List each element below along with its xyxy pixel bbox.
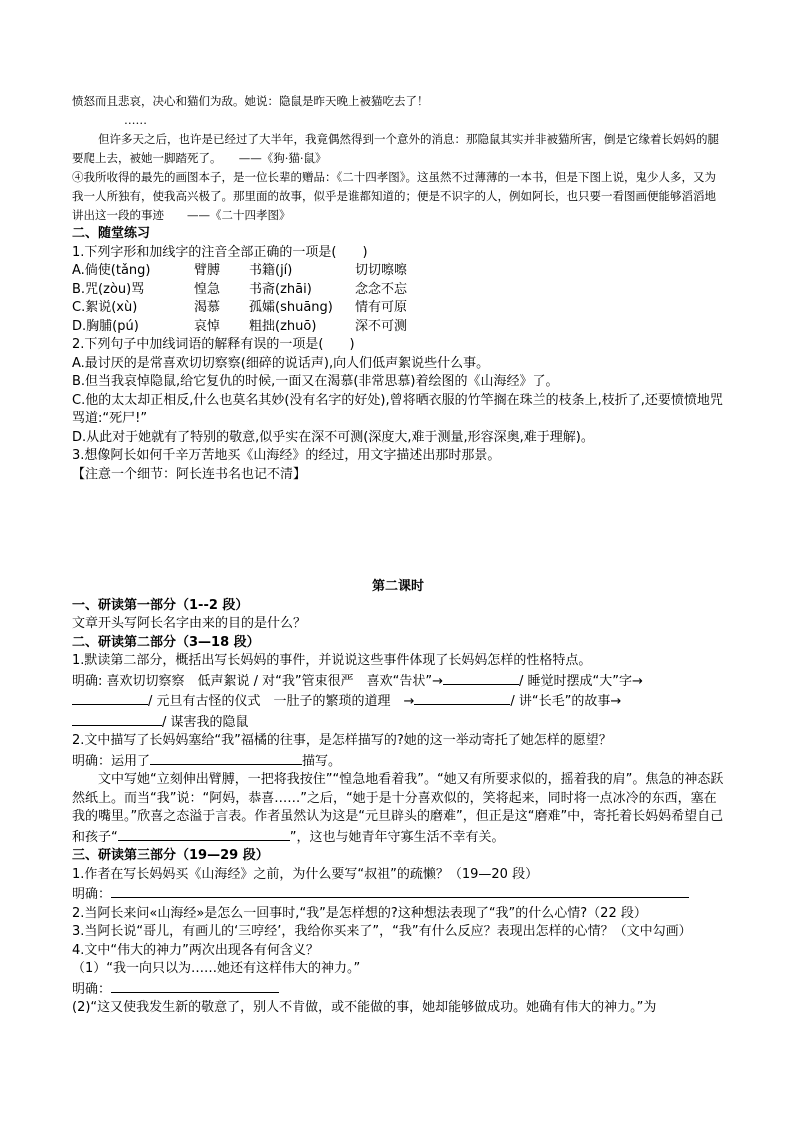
excerpt-line: 愤怒而且悲哀，决心和猫们为敌。她说：隐鼠是昨天晚上被猫吃去了！	[72, 94, 429, 108]
choice-cell: 孤孀(shuāng)	[249, 300, 333, 315]
question: 1.作者在写长妈妈买《山海经》之前，为什么要写“叔祖”的疏懒？（19—20 段）	[72, 866, 539, 882]
choice-cell: 切切嚓嚓	[355, 263, 408, 278]
choice-cell: C.絮说(xù)	[72, 300, 138, 315]
question: 2.下列句子中加线词语的解释有误的一项是( )	[72, 337, 355, 352]
question: 2.当阿长来问«山海经»是怎么一回事时,“我”是怎样想的?这种想法表现了“我”的什么心情?（22 段）	[72, 905, 647, 921]
answer-blank[interactable]	[443, 671, 519, 685]
choice-row	[72, 281, 724, 300]
worksheet-page	[72, 92, 724, 1018]
answer-line: 明确：运用了 描写。	[72, 751, 724, 772]
note: 【注意一个细节：阿长连书名也记不清】	[72, 466, 307, 482]
choice-cell: B.咒(zòu)骂	[72, 281, 145, 297]
answer-blank[interactable]	[72, 712, 162, 726]
section-heading: 二、研读第二部分（3—18 段）	[72, 634, 260, 650]
excerpt-block	[72, 92, 724, 225]
option: C.他的太太却正相反,什么也莫名其妙(没有名字的好处),曾将晒衣服的竹竿搁在珠兰的枝条上,枝折了,还要愤愤地咒骂道:“死尸!”	[72, 392, 723, 426]
question: 3.想像阿长如何千辛万苦地买《山海经》的经过，用文字描述出那时那景。	[72, 448, 501, 463]
answer-blank[interactable]	[111, 884, 689, 898]
answer-blank[interactable]	[150, 751, 302, 765]
choice-row	[72, 318, 724, 337]
sub-question: （1）“我一向只以为……她还有这样伟大的神力。”	[72, 961, 361, 976]
option: B.但当我哀悼隐鼠,给它复仇的时候,一面又在渴慕(非常思慕)着绘图的《山海经》了。	[72, 374, 559, 389]
choice-cell: 念念不忘	[355, 281, 408, 297]
choice-cell: A.倘使(tǎng)	[72, 263, 151, 278]
choice-cell: 粗拙(zhuō)	[249, 318, 317, 334]
choice-cell: 臂膊	[194, 263, 221, 278]
question: 1.默读第二部分，概括出写长妈妈的事件，并说说这些事件体现了长妈妈怎样的性格特点。	[72, 653, 592, 668]
choice-cell: 书籍(jí)	[249, 263, 293, 278]
choice-list	[72, 262, 724, 336]
answer-blank[interactable]	[414, 691, 510, 705]
answer-line: / 元旦有古怪的仪式 一肚子的繁琐的道理 → / 讲“长毛”的故事→	[72, 691, 724, 712]
option: D.从此对于她就有了特别的敬意,似乎实在深不可测(深度大,难于测量,形容深奥,难于理解)。	[72, 429, 594, 445]
choice-cell: 哀悼	[194, 318, 221, 334]
answer-line: 明确: 喜欢切切察察 低声絮说 / 对“我”管束很严 喜欢“告状”→ / 睡觉时摆成“大”字→	[72, 671, 724, 692]
question: 4.文中“伟大的神力”两次出现各有何含义？	[72, 942, 319, 958]
answer-line: / 谋害我的隐鼠	[72, 712, 724, 733]
question: 3.当阿长说“哥儿，有画儿的‘三哼经’，我给你买来了”，“我”有什么反应？表现出怎样的心情？（文中勾画）	[72, 924, 692, 939]
question: 2.文中描写了长妈妈塞给“我”福橘的往事，是怎样描写的?她的这一举动寄托了她怎样的愿望？	[72, 733, 612, 748]
answer-line: 明确：	[72, 979, 724, 1000]
choice-cell: 书斋(zhāi)	[249, 281, 312, 297]
answer-blank[interactable]	[118, 827, 290, 841]
section-heading: 一、研读第一部分（1--2 段）	[72, 597, 249, 613]
choice-cell: D.胸脯(pú)	[72, 318, 139, 334]
question: 文章开头写阿长名字由来的目的是什么？	[72, 616, 307, 631]
section-heading: 二、随堂练习	[72, 226, 151, 241]
question: 1.下列字形和加线字的注音全部正确的一项是( )	[72, 244, 368, 260]
section-heading: 三、研读第三部分（19—29 段）	[72, 848, 269, 863]
option: A.最讨厌的是常喜欢切切察察(细碎的说话声),向人们低声絮说些什么事。	[72, 355, 490, 371]
excerpt-paragraph: 但许多天之后，也许是已经过了大半年，我竟偶然得到一个意外的消息：那隐鼠其实并非被猫所害，倒是它缘着长妈妈的腿要爬上去，被她一脚踏死了。 ——《狗·猫·鼠》	[72, 132, 719, 165]
ellipsis: ……	[124, 113, 147, 127]
practice-section	[72, 225, 724, 484]
answer-blank[interactable]	[72, 691, 148, 705]
choice-cell: 情有可原	[355, 300, 408, 315]
choice-row	[72, 262, 724, 281]
lesson-two	[72, 578, 724, 1018]
choice-row	[72, 299, 724, 318]
choice-cell: 渴慕	[194, 300, 221, 315]
sub-question: (2)“这又使我发生新的敬意了，别人不肯做，或不能做的事，她却能够做成功。她确有伟大的神力。”为	[72, 1000, 657, 1015]
answer-line: 明确：	[72, 884, 724, 905]
choice-cell: 惶急	[194, 281, 221, 297]
answer-blank[interactable]	[111, 979, 279, 993]
lesson-title: 第二课时	[371, 579, 424, 594]
excerpt-paragraph: ④我所收得的最先的画图本子，是一位长辈的赠品：《二十四孝图》。这虽然不过薄薄的一本书，但是下图上说，鬼少人多，又为我一人所独有，使我高兴极了。那里面的故事，似乎是谁都知道的；便是不识字的人，例如阿长，也只要一看图画便能够滔滔地讲出这一段的事迹 ——《二十四孝图》	[72, 170, 716, 222]
analysis-paragraph: 文中写她“立刻伸出臂膊，一把将我按住”“惶急地看着我”。“她又有所要求似的，摇着我的肩”。焦急的神态跃然纸上。而当“我”说：“阿妈，恭喜……”之后，“她于是十分喜欢似的，笑将起来，同时将一点冰冷的东西，塞在我的嘴里。”欣喜之态溢于言表。作者虽然认为这是“元旦辟头的磨难”，但正是这“磨难”中，寄托着长妈妈希望自己和孩子“ ”，这也与她青年守寡生活不幸有关。	[72, 772, 724, 845]
choice-cell: 深不可测	[355, 318, 408, 334]
